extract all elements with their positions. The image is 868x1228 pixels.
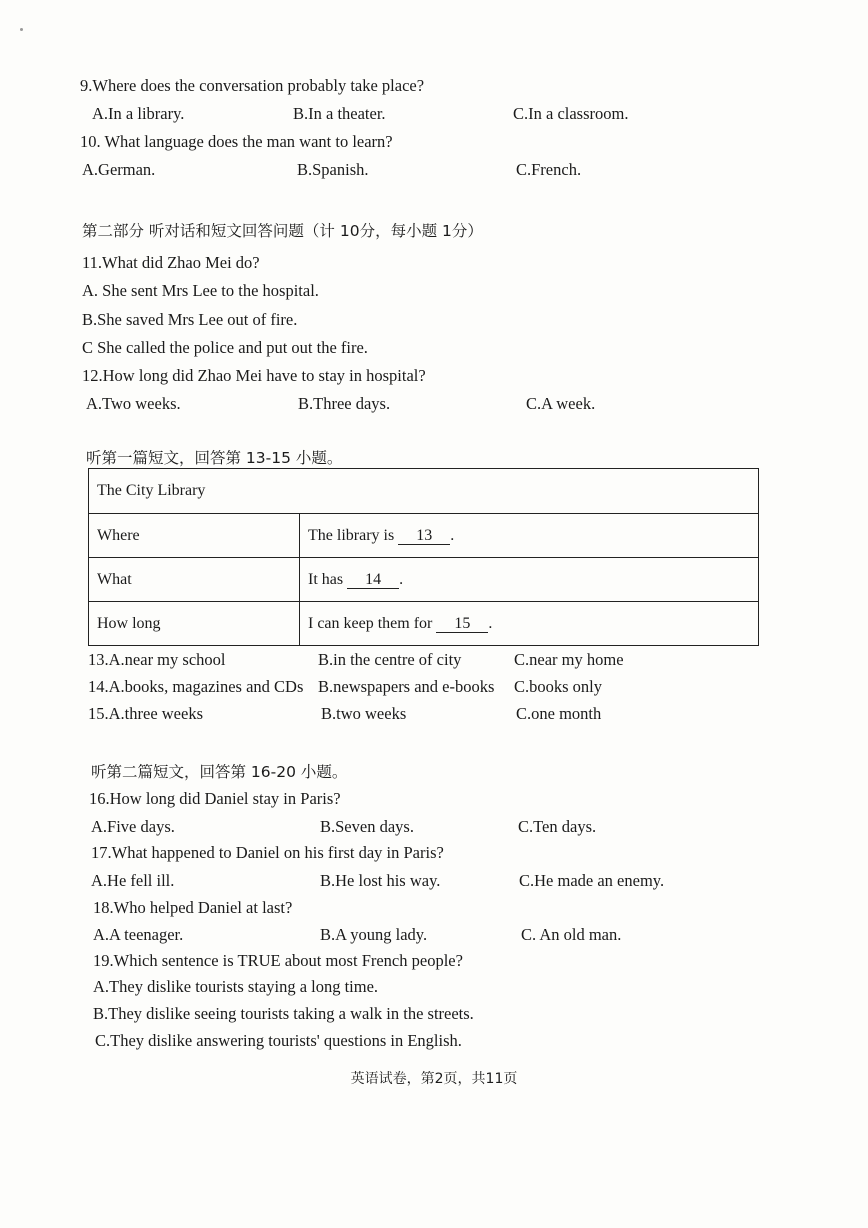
table-row (89, 558, 759, 602)
q10-option-b: B.Spanish. (297, 160, 369, 179)
row-suffix: . (450, 526, 455, 544)
question-19: 19.Which sentence is TRUE about most French people? (93, 951, 463, 970)
q10-option-a: A.German. (82, 160, 156, 179)
answer-blank: 15 (436, 616, 488, 633)
page-footer: 英语试卷，第2页，共11页 (350, 1071, 518, 1087)
scan-dot (20, 28, 23, 31)
row-prefix: The library is (308, 526, 395, 544)
q12-option-b: B.Three days. (298, 394, 391, 413)
passage1-intro: 听第一篇短文，回答第 13-15 小题。 (86, 449, 343, 467)
q17-option-a: A.He fell ill. (91, 871, 175, 890)
row-suffix: . (488, 614, 493, 632)
question-18: 18.Who helped Daniel at last? (93, 898, 293, 917)
q18-option-b: B.A young lady. (320, 925, 428, 944)
question-17: 17.What happened to Daniel on his first day in Paris? (91, 843, 444, 862)
q19-option-b: B.They dislike seeing tourists taking a walk in the streets. (93, 1004, 474, 1023)
answer-blank: 14 (347, 572, 399, 589)
q18-option-a: A.A teenager. (93, 925, 184, 944)
q18-option-c: C. An old man. (521, 925, 622, 944)
q19-option-a: A.They dislike tourists staying a long time. (93, 977, 379, 996)
q10-option-c: C.French. (516, 160, 582, 179)
q15-option-a: 15.A.three weeks (88, 704, 204, 723)
table-title: The City Library (89, 469, 759, 514)
part2-header: 第二部分 听对话和短文回答问题（计 10分，每小题 1分） (82, 222, 483, 240)
question-9: 9.Where does the conversation probably take place? (80, 76, 425, 95)
q13-option-a: 13.A.near my school (88, 650, 226, 669)
row-label: What (89, 558, 300, 602)
answer-blank: 13 (398, 528, 450, 545)
q17-option-b: B.He lost his way. (320, 871, 441, 890)
row-prefix: I can keep them for (308, 614, 433, 632)
passage2-intro: 听第二篇短文，回答第 16-20 小题。 (91, 763, 348, 781)
q16-option-b: B.Seven days. (320, 817, 414, 836)
q9-option-a: A.In a library. (92, 104, 185, 123)
q19-option-c: C.They dislike answering tourists' questions in English. (95, 1031, 462, 1050)
row-content (300, 558, 759, 602)
q14-option-b: B.newspapers and e-books (318, 677, 495, 696)
q15-option-b: B.two weeks (321, 704, 407, 723)
row-content (300, 514, 759, 558)
q16-option-c: C.Ten days. (518, 817, 597, 836)
q13-option-b: B.in the centre of city (318, 650, 462, 669)
q16-option-a: A.Five days. (91, 817, 175, 836)
row-suffix: . (399, 570, 404, 588)
q11-option-a: A. She sent Mrs Lee to the hospital. (82, 281, 319, 300)
q12-option-c: C.A week. (526, 394, 596, 413)
row-content (300, 602, 759, 646)
q14-option-c: C.books only (514, 677, 603, 696)
table-row (89, 514, 759, 558)
city-library-table (88, 468, 759, 646)
question-16: 16.How long did Daniel stay in Paris? (89, 789, 341, 808)
q11-option-c: C She called the police and put out the fire. (82, 338, 368, 357)
row-label: How long (89, 602, 300, 646)
q11-option-b: B.She saved Mrs Lee out of fire. (82, 310, 298, 329)
question-12: 12.How long did Zhao Mei have to stay in hospital? (82, 366, 426, 385)
q9-option-c: C.In a classroom. (513, 104, 629, 123)
row-prefix: It has (308, 570, 344, 588)
q9-option-b: B.In a theater. (293, 104, 386, 123)
question-11: 11.What did Zhao Mei do? (82, 253, 260, 272)
q12-option-a: A.Two weeks. (86, 394, 181, 413)
table-row (89, 602, 759, 646)
q17-option-c: C.He made an enemy. (519, 871, 665, 890)
q14-option-a: 14.A.books, magazines and CDs (88, 677, 304, 696)
q15-option-c: C.one month (516, 704, 602, 723)
row-label: Where (89, 514, 300, 558)
q13-option-c: C.near my home (514, 650, 624, 669)
question-10: 10. What language does the man want to learn? (80, 132, 393, 151)
